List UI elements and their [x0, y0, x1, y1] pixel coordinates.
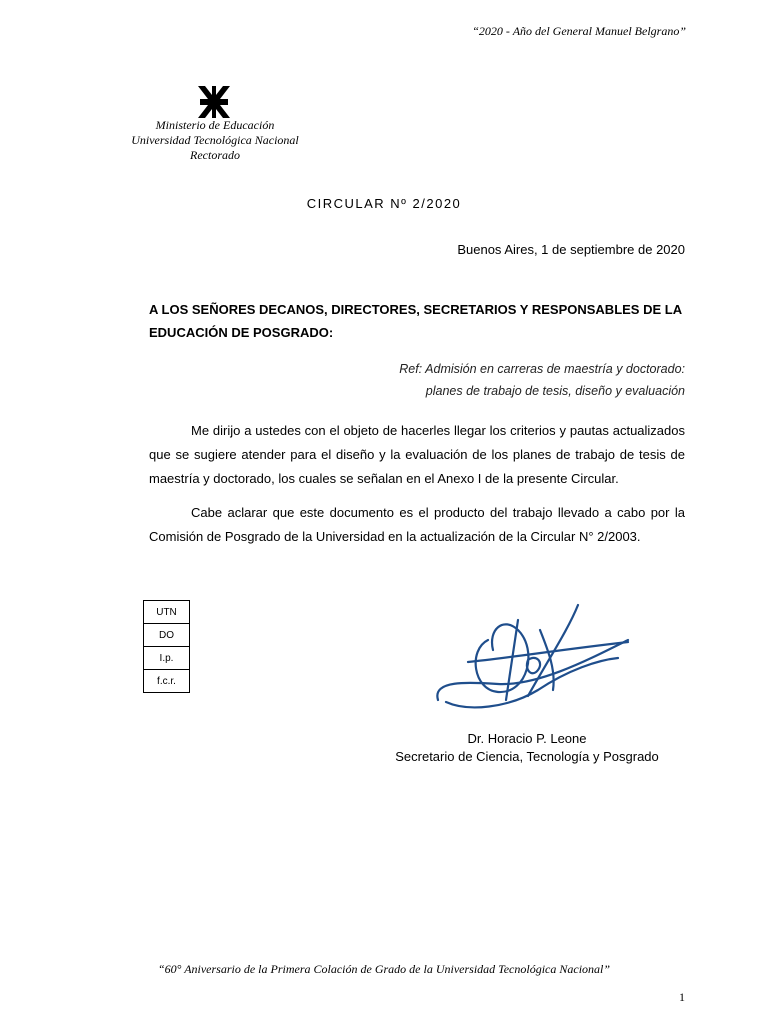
- stamp-row: [144, 670, 190, 693]
- handwritten-signature: [428, 600, 638, 720]
- stamp-row: [144, 624, 190, 647]
- footer-motto: “60° Aniversario de la Primera Colación de Grado de la Universidad Tecnológica Nacional”: [157, 962, 611, 976]
- signer-block: [382, 730, 672, 766]
- document-date: Buenos Aires, 1 de septiembre de 2020: [457, 242, 685, 257]
- institution-ministry: Ministerio de Educación: [155, 118, 275, 132]
- body-paragraph-1: Me dirijo a ustedes con el objeto de hacerles llegar los criterios y pautas actualizados que se sugiere atender para el diseño y la evaluación de los planes de trabajo de tesis de maestría y doctorado, los cuales se señalan en el Anexo I de la presente Circular.: [149, 423, 685, 486]
- institution-block: [110, 118, 320, 163]
- circular-title: CIRCULAR Nº 2/2020: [306, 196, 462, 211]
- reference-block: [399, 358, 685, 402]
- stamp-row: [144, 601, 190, 624]
- institution-university: Universidad Tecnológica Nacional: [131, 133, 299, 147]
- signer-name: Dr. Horacio P. Leone: [467, 731, 587, 746]
- page-number: 1: [679, 990, 685, 1004]
- addressee: A LOS SEÑORES DECANOS, DIRECTORES, SECRETARIOS Y RESPONSABLES DE LA EDUCACIÓN DE POSGRADO:: [149, 302, 682, 340]
- reference-line-2: planes de trabajo de tesis, diseño y evaluación: [425, 384, 685, 398]
- stamp-cell: DO: [144, 624, 190, 647]
- signer-title: Secretario de Ciencia, Tecnología y Posgrado: [395, 749, 659, 764]
- utn-logo-icon: [196, 84, 232, 120]
- institution-office: Rectorado: [190, 148, 240, 162]
- stamp-cell: I.p.: [144, 647, 190, 670]
- stamp-row: [144, 647, 190, 670]
- body-paragraph-2: Cabe aclarar que este documento es el producto del trabajo llevado a cabo por la Comisión de Posgrado de la Universidad en la actualización de la Circular N° 2/2003.: [149, 505, 685, 544]
- header-motto: “2020 - Año del General Manuel Belgrano”: [472, 24, 686, 38]
- stamp-cell: f.c.r.: [144, 670, 190, 693]
- routing-stamp-table: [143, 600, 190, 693]
- reference-line-1: Ref: Admisión en carreras de maestría y doctorado:: [399, 362, 685, 376]
- stamp-cell: UTN: [144, 601, 190, 624]
